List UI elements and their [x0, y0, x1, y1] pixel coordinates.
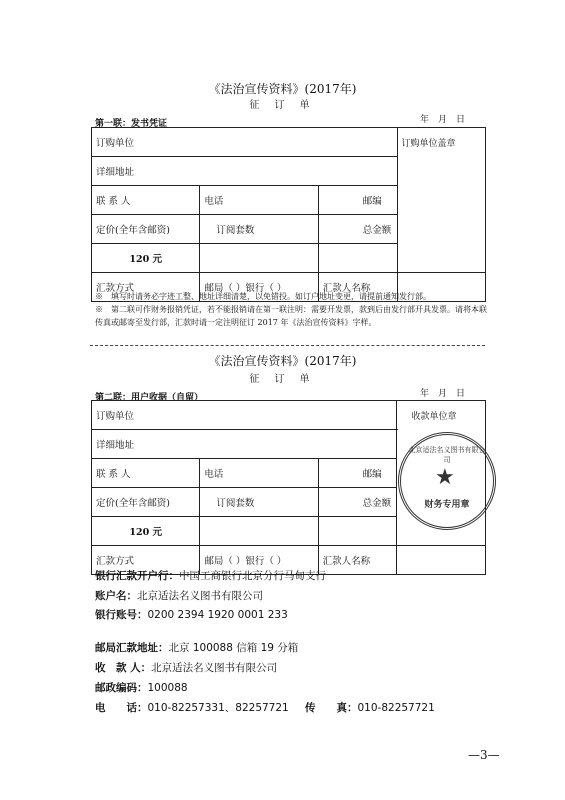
- form1-qty-head: [200, 215, 318, 244]
- form2-phone-label: 电话: [204, 469, 224, 480]
- form1-remit-options: 邮局（ ）银行（ ）: [204, 283, 287, 294]
- postcode-value: 100088: [147, 682, 188, 694]
- form2-unit-label: 订购单位: [96, 411, 135, 422]
- account-no-label: 银行账号：: [95, 609, 148, 621]
- form2-copy-label: 第二联：用户收据（自留）: [95, 393, 204, 403]
- bank-line: [95, 568, 326, 583]
- account-name-line: [95, 588, 263, 603]
- form2-remitter-cell: [318, 546, 397, 575]
- form1-subtitle: 征 订 单: [249, 100, 316, 111]
- postcode-label: 邮政编码：: [95, 682, 148, 694]
- form1-total-head: [318, 215, 397, 244]
- form1-contact-cell[interactable]: [92, 186, 200, 215]
- form2-address-label: 详细地址: [96, 440, 135, 451]
- fax-label: 传 真：: [305, 702, 358, 714]
- form1-qty-input[interactable]: [200, 244, 318, 273]
- form1-price-value: 120 元: [129, 254, 162, 265]
- fax-line: [305, 700, 435, 715]
- cut-line: [90, 345, 485, 346]
- postcode-line: [95, 680, 188, 695]
- post-address-label: 邮局汇款地址：: [95, 642, 169, 654]
- form1-title: 《法治宣传资料》(2017年): [208, 82, 357, 96]
- form2-price-value-cell: [92, 517, 200, 546]
- form1-copy-label: 第一联：发书凭证: [95, 119, 168, 129]
- form1-remitter-label: 汇款人名称: [322, 283, 371, 294]
- seal-ring-text: 北京适法名义图书有限公司: [408, 446, 486, 464]
- form2-total-label: 总金额: [362, 498, 392, 509]
- form1-qty-label: 订阅套数: [216, 225, 255, 236]
- star-icon: ★: [435, 465, 455, 490]
- phone-line: [95, 700, 289, 715]
- form2-date-label: 年 月 日: [420, 389, 466, 399]
- account-name-label: 账户名：: [95, 590, 137, 602]
- payee-value: 北京适法名义图书有限公司: [151, 662, 278, 674]
- form2-postcode-label: 邮编: [362, 469, 382, 480]
- form2-price-value: 120 元: [129, 527, 162, 538]
- post-address-value: 北京 100088 信箱 19 分箱: [168, 642, 299, 654]
- payee-line: [95, 660, 277, 675]
- form2-subtitle: 征 订 单: [249, 374, 316, 385]
- form1-date-label: 年 月 日: [420, 115, 466, 125]
- form1-note-1: ※ 填写时请务必字迹工整、地址详细清楚，以免错投。如订户地址变更，请提前通知发行部。: [95, 292, 431, 301]
- form2-remitter-label: 汇款人名称: [322, 556, 371, 567]
- bank-value: 中国工商银行北京分行马甸支行: [179, 570, 326, 582]
- page-number: —3—: [468, 748, 500, 762]
- form2-contact-cell[interactable]: [92, 459, 200, 488]
- form2-phone-cell[interactable]: [200, 459, 318, 488]
- form1-note-2: ※ 第二联可作财务报销凭证，若不能报销请在第一联注明：需要开发票，款到后由发行部开具发票。请将本联传真或邮寄至发行部，汇款时请一定注明征订 2017 年《法治宣传资料》字样。: [95, 305, 487, 327]
- form1-price-label: 定价(全年含邮资): [96, 225, 170, 236]
- form2-total-head: [318, 488, 397, 517]
- fax-value: 010-82257721: [357, 702, 435, 714]
- form1-total-input[interactable]: [318, 244, 397, 273]
- form2-unit-row[interactable]: [92, 401, 397, 430]
- form2-remit-label: 汇款方式: [96, 556, 135, 567]
- form1-price-head: [92, 215, 200, 244]
- form1-table: [91, 127, 486, 302]
- account-name-value: 北京适法名义图书有限公司: [137, 590, 263, 602]
- seal-center-text: 财务专用章: [424, 500, 470, 510]
- phone-value: 010-82257331、82257721: [147, 702, 289, 714]
- form1-remit-label: 汇款方式: [96, 283, 135, 294]
- account-no-value: 0200 2394 1920 0001 233: [147, 609, 288, 621]
- form2-qty-input[interactable]: [200, 517, 318, 546]
- account-no-line: [95, 607, 288, 622]
- form1-unit-row[interactable]: [92, 128, 398, 157]
- form1-stamp-box: [397, 128, 485, 273]
- form2-price-label: 定价(全年含邮资): [96, 498, 170, 509]
- finance-seal: [398, 432, 496, 530]
- form1-phone-cell[interactable]: [200, 186, 318, 215]
- form2-total-input[interactable]: [318, 517, 397, 546]
- form1-phone-label: 电话: [204, 196, 224, 207]
- form1-unit-label: 订购单位: [96, 138, 135, 149]
- bank-label: 银行汇款开户行：: [95, 570, 179, 582]
- form2-remitter-input[interactable]: [397, 546, 486, 575]
- phone-label: 电 话：: [95, 702, 148, 714]
- post-address-line: [95, 640, 298, 655]
- form2-postcode-cell[interactable]: [318, 459, 397, 488]
- form2-qty-label: 订阅套数: [216, 498, 255, 509]
- form2-address-row[interactable]: [92, 430, 397, 459]
- form2-title: 《法治宣传资料》(2017年): [208, 354, 357, 368]
- form2-remit-options: 邮局（ ）银行（ ）: [204, 556, 287, 567]
- form2-price-head: [92, 488, 200, 517]
- form2-contact-label: 联 系 人: [96, 469, 131, 480]
- form1-address-row[interactable]: [92, 157, 398, 186]
- form1-postcode-label: 邮编: [362, 196, 382, 207]
- form1-total-label: 总金额: [362, 225, 392, 236]
- form1-stamp-label: 订购单位盖章: [401, 139, 456, 149]
- form1-contact-label: 联 系 人: [96, 196, 131, 207]
- payee-label: 收 款 人：: [95, 662, 152, 674]
- form1-address-label: 详细地址: [96, 167, 135, 178]
- form2-qty-head: [200, 488, 318, 517]
- form1-price-value-cell: [92, 244, 200, 273]
- form1-postcode-cell[interactable]: [318, 186, 397, 215]
- form2-stamp-label: 收款单位章: [411, 412, 457, 422]
